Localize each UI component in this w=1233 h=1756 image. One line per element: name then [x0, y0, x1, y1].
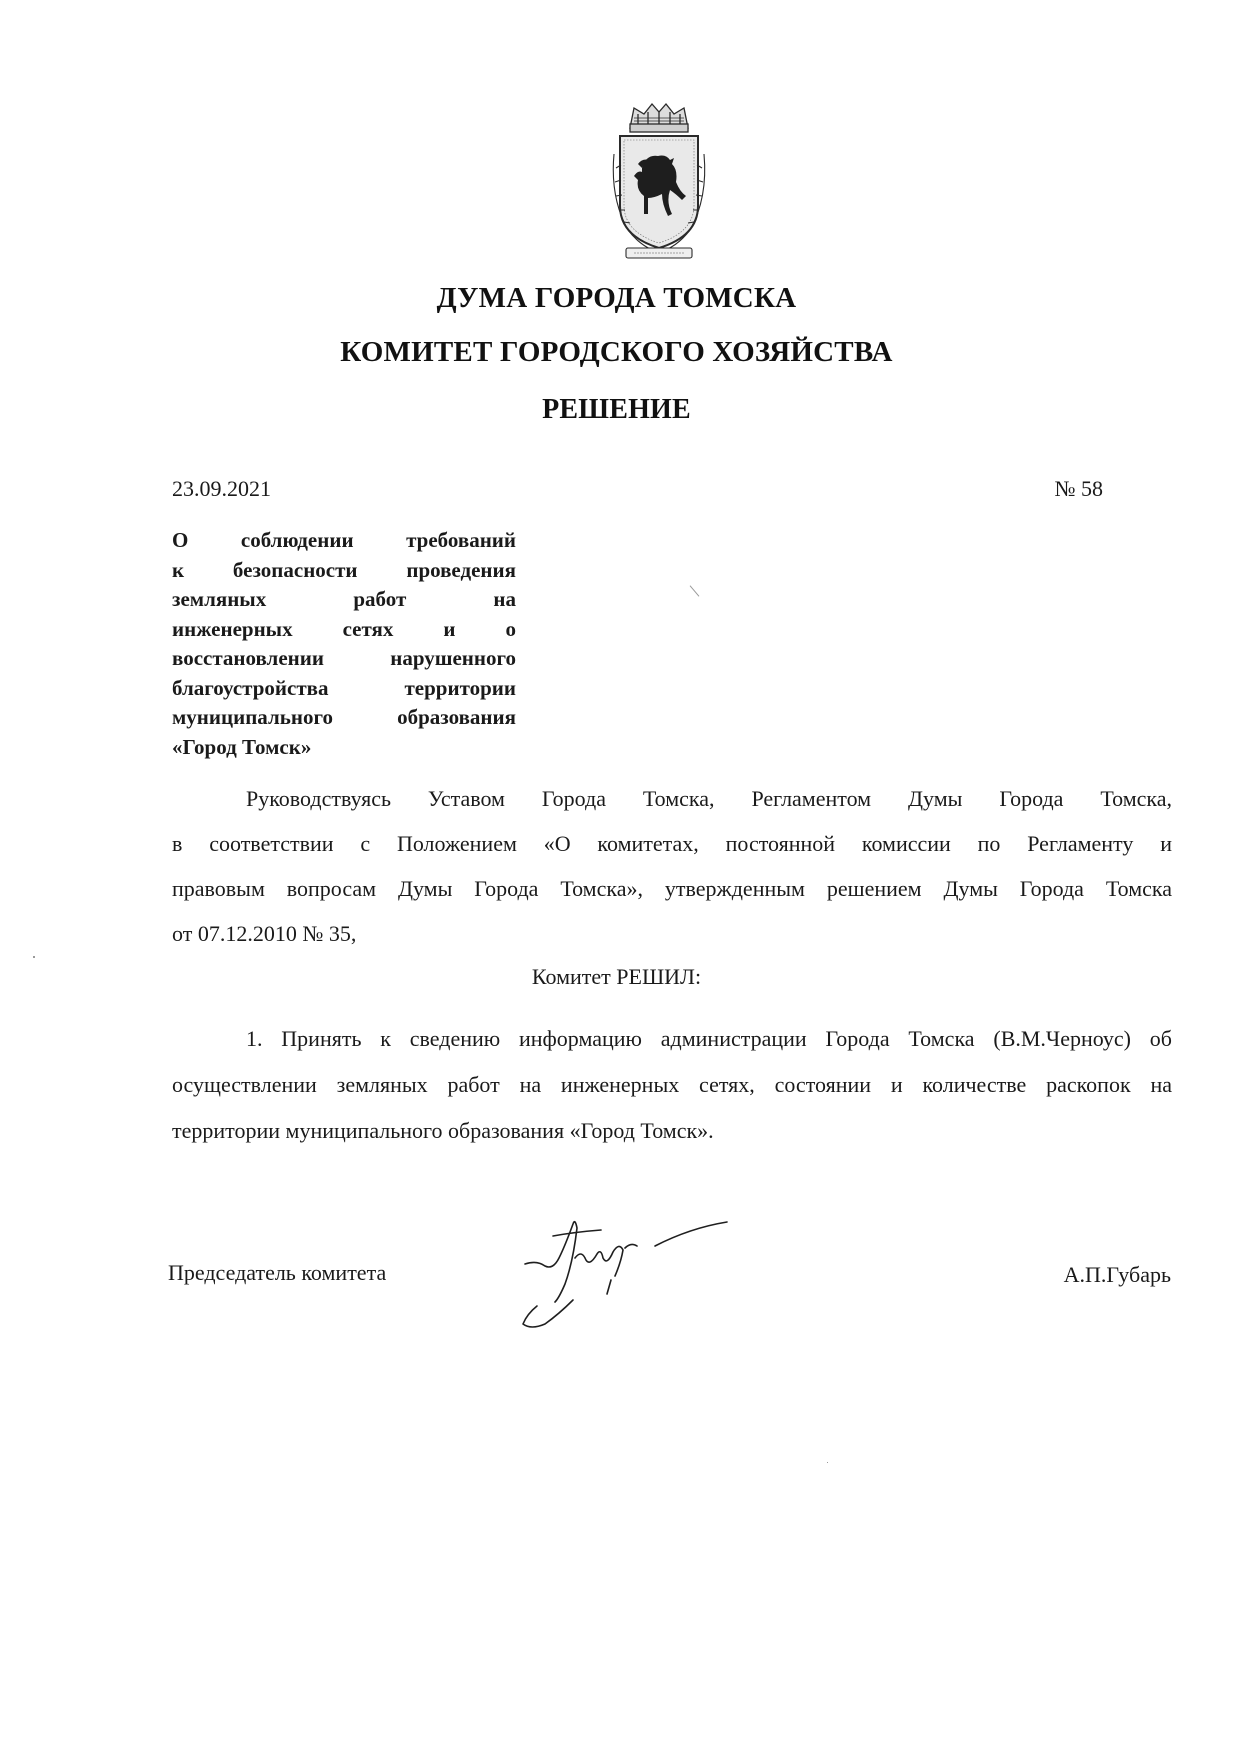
subject-line: восстановлении нарушенного	[172, 646, 516, 670]
preamble-line: в соответствии с Положением «О комитетах, постоянной комиссии по Регламенту и	[172, 831, 1172, 856]
scan-speck	[33, 956, 35, 958]
point-line: территории муниципального образования «Город Томск».	[172, 1118, 714, 1143]
subject-line: О соблюдении требований	[172, 528, 516, 552]
preamble-line: Руководствуясь Уставом Города Томска, Регламентом Думы Города Томска,	[246, 786, 1172, 811]
subject-line: к безопасности проведения	[172, 557, 516, 582]
point-line: 1. Принять к сведению информацию администрации Города Томска (В.М.Черноус) об	[246, 1026, 1172, 1051]
subject-line: «Город Томск»	[172, 734, 312, 759]
scan-speck	[827, 1462, 828, 1463]
signatory-role: Председатель комитета	[168, 1260, 387, 1285]
crown-icon	[630, 104, 688, 132]
subject-line: муниципального образования	[172, 705, 516, 729]
preamble-paragraph	[172, 776, 1172, 956]
subject-line: земляных работ на	[172, 587, 516, 611]
subject-line: инженерных сетях и о	[172, 616, 516, 641]
committee-title: КОМИТЕТ ГОРОДСКОГО ХОЗЯЙСТВА	[340, 336, 893, 368]
document-number: № 58	[1054, 476, 1103, 501]
subject-line: благоустройства территории	[172, 675, 516, 700]
decision-heading: Комитет РЕШИЛ:	[531, 964, 702, 989]
org-title: ДУМА ГОРОДА ТОМСКА	[436, 282, 797, 314]
handwritten-signature	[515, 1202, 775, 1332]
preamble-line: от 07.12.2010 № 35,	[172, 921, 357, 946]
point-line: осуществлении земляных работ на инженерных сетях, состоянии и количестве раскопок на	[172, 1072, 1172, 1097]
subject-block	[172, 526, 516, 762]
preamble-line: правовым вопросам Думы Города Томска», утвержденным решением Думы Города Томска	[172, 876, 1172, 901]
tomsk-coat-of-arms-icon	[608, 98, 710, 266]
document-date: 23.09.2021	[172, 476, 271, 501]
document-type: РЕШЕНИЕ	[542, 394, 691, 425]
scan-speck	[690, 585, 700, 596]
signatory-name: А.П.Губарь	[1063, 1262, 1171, 1287]
decision-point-1	[172, 1016, 1172, 1154]
